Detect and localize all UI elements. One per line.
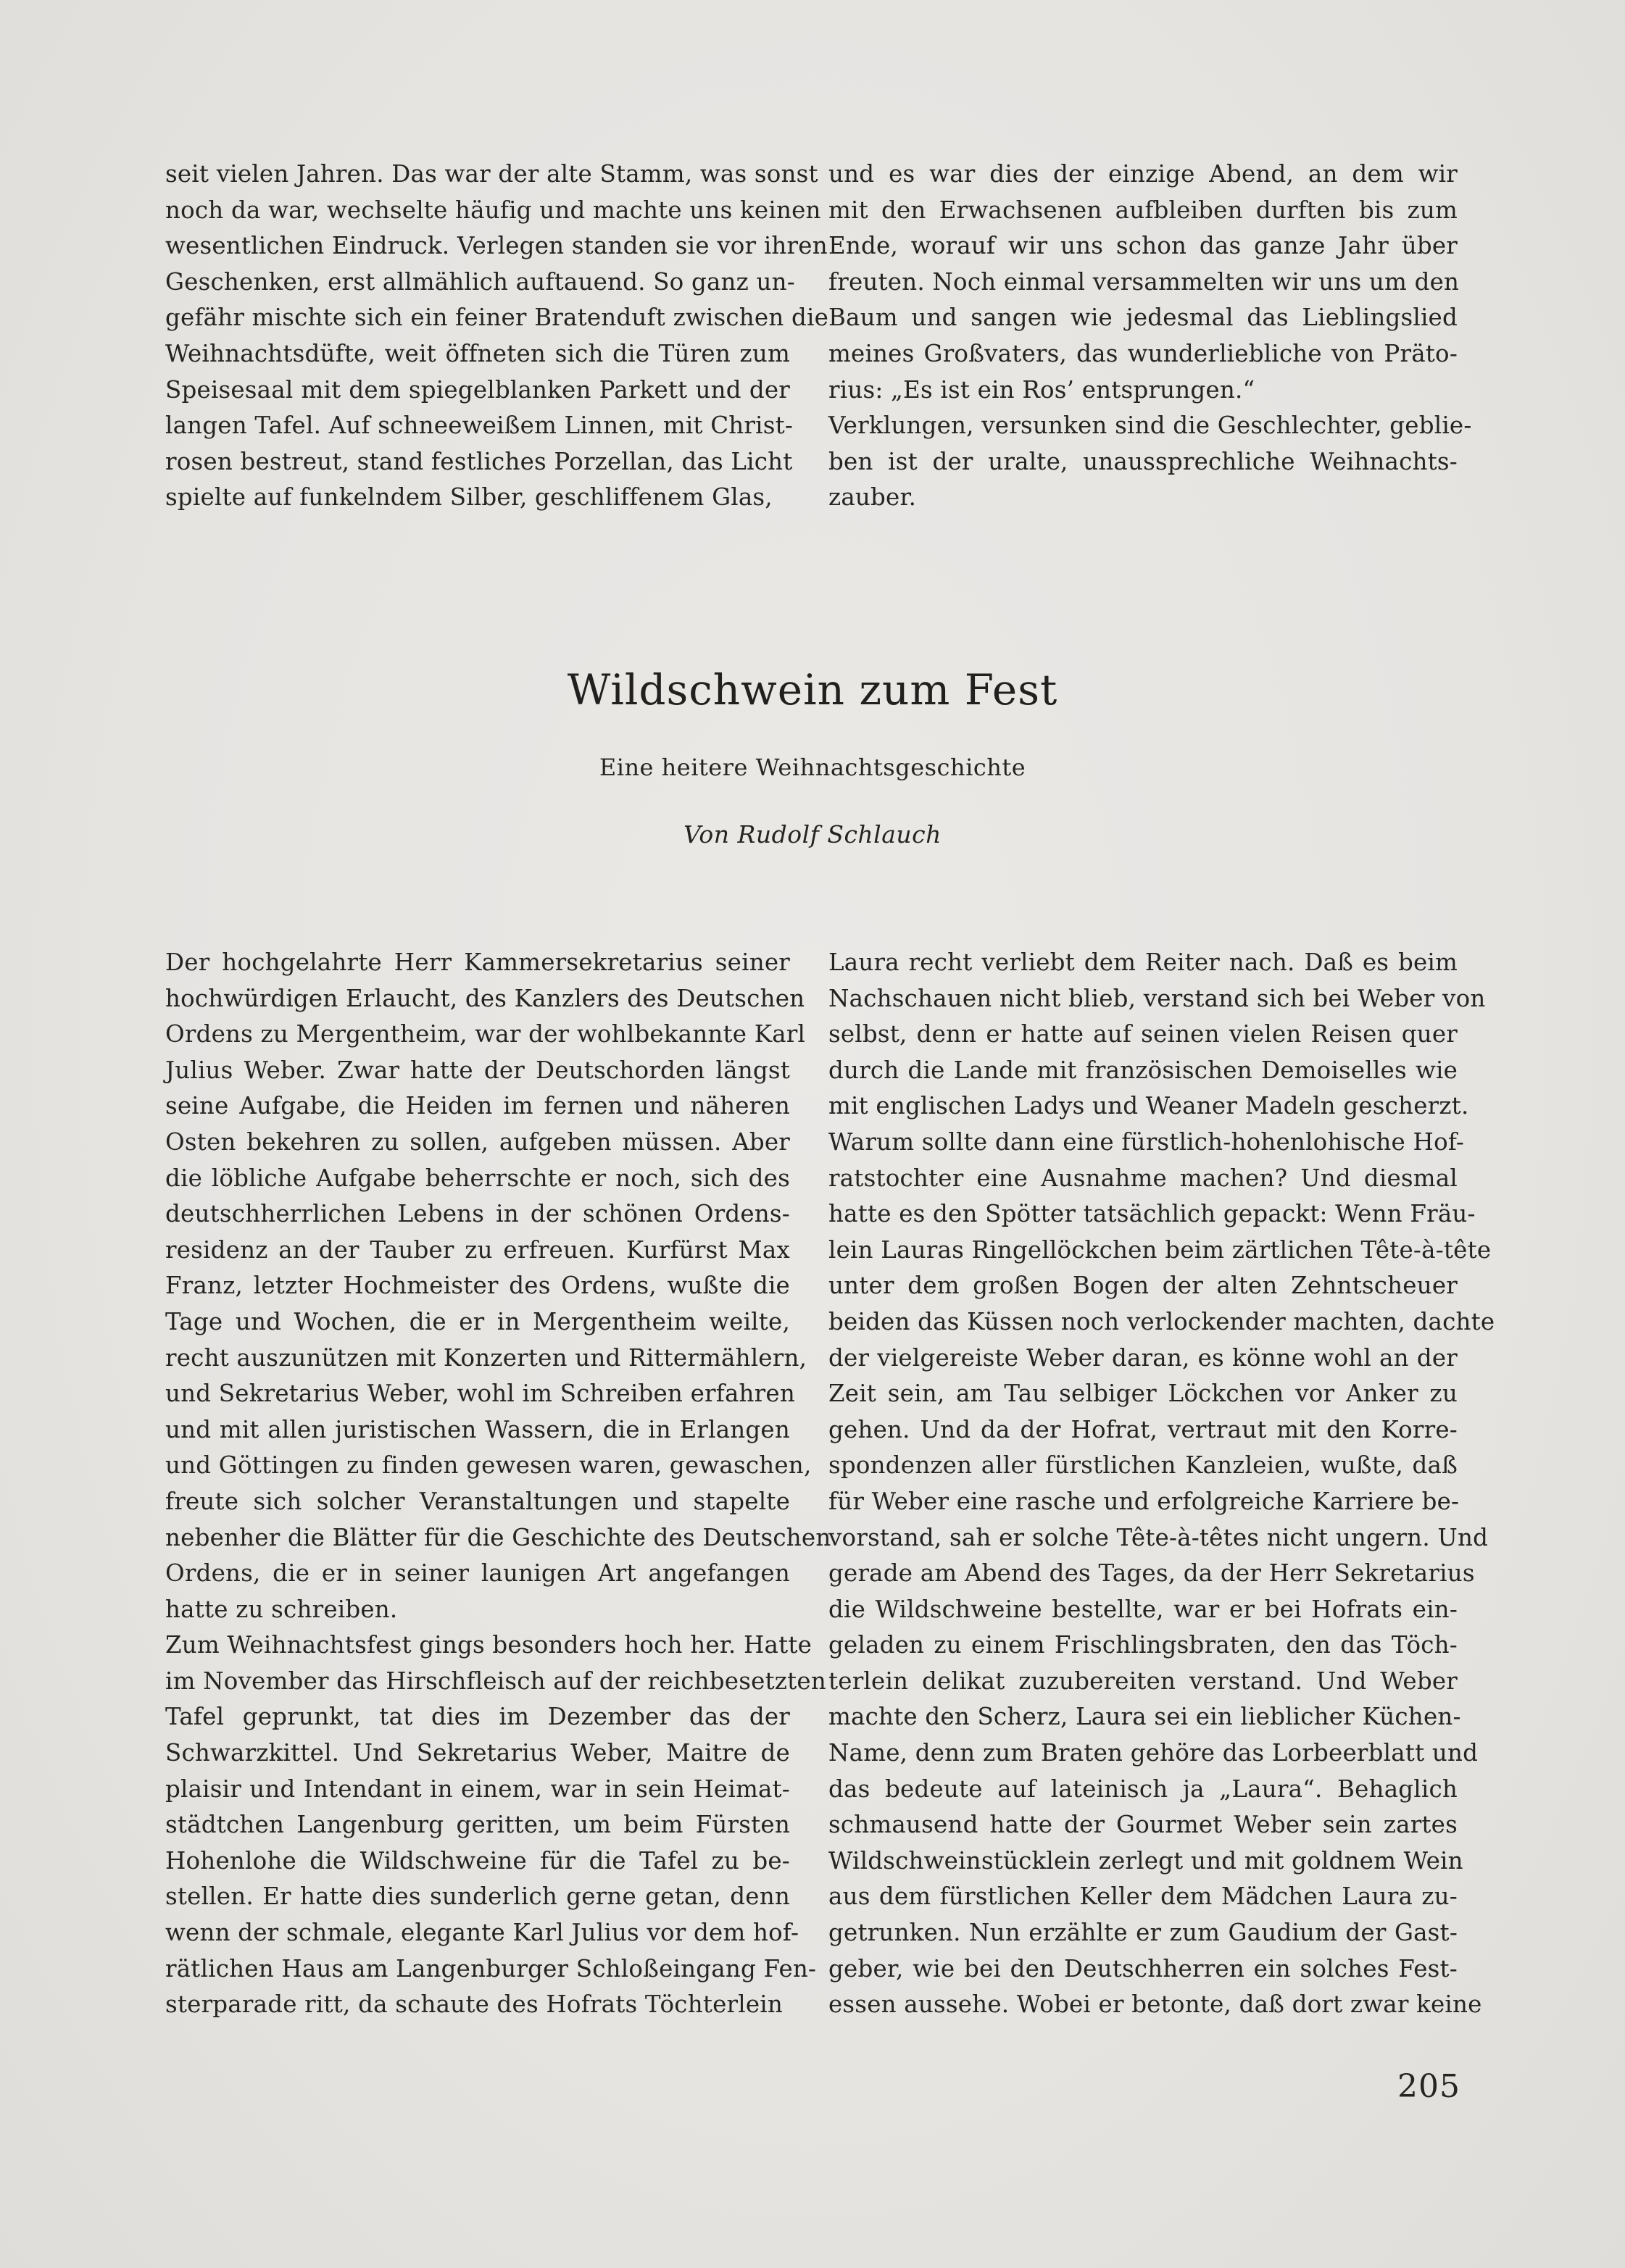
text-line: Verklungen, versunken sind die Geschlechter, geblie- xyxy=(828,412,1472,440)
text-line: unter dem großen Bogen der alten Zehntscheuer xyxy=(828,1272,1458,1300)
text-line: Speisesaal mit dem spiegelblanken Parkett und der xyxy=(165,375,790,404)
text-line: ben ist der uralte, unaussprechliche Weihnachts- xyxy=(828,447,1458,475)
top-left-column xyxy=(165,157,829,516)
text-line: Tage und Wochen, die er in Mergentheim weilte, xyxy=(165,1307,790,1335)
text-line: Weihnachtsdüfte, weit öffneten sich die Türen zum xyxy=(165,339,790,367)
text-line: und es war dies der einzige Abend, an dem wir xyxy=(828,160,1458,188)
text-line: freute sich solcher Veranstaltungen und stapelte xyxy=(165,1487,790,1515)
text-line: hatte es den Spötter tatsächlich gepackt: Wenn Fräu- xyxy=(828,1200,1476,1228)
text-line: gerade am Abend des Tages, da der Herr Sekretarius xyxy=(828,1559,1475,1588)
article-subtitle: Eine heitere Weihnachtsgeschichte xyxy=(599,754,1026,781)
text-line: rosen bestreut, stand festliches Porzellan, das Licht xyxy=(165,447,793,475)
text-line: Warum sollte dann eine fürstlich-hohenlohische Hof- xyxy=(828,1127,1465,1156)
text-line: Tafel geprunkt, tat dies im Dezember das der xyxy=(165,1703,790,1731)
text-line: Ordens, die er in seiner launigen Art angefangen xyxy=(165,1559,790,1588)
text-line: Julius Weber. Zwar hatte der Deutschorden längst xyxy=(165,1056,790,1084)
text-line: das bedeute auf lateinisch ja „Laura“. Behaglich xyxy=(828,1775,1458,1803)
text-line: Ende, worauf wir uns schon das ganze Jahr über xyxy=(828,232,1458,260)
text-line: hatte zu schreiben. xyxy=(165,1595,398,1623)
text-line: rätlichen Haus am Langenburger Schloßeingang Fen- xyxy=(165,1954,817,1983)
text-line: und Göttingen zu finden gewesen waren, gewaschen, xyxy=(165,1451,812,1480)
text-line: lein Lauras Ringellöckchen beim zärtlichen Tête-à-tête xyxy=(828,1235,1492,1264)
text-line: Franz, letzter Hochmeister des Ordens, wußte die xyxy=(165,1272,790,1300)
text-line: Baum und sangen wie jedesmal das Lieblingslied xyxy=(828,304,1458,332)
text-line: seine Aufgabe, die Heiden im fernen und näheren xyxy=(165,1092,790,1120)
text-line: noch da war, wechselte häufig und machte uns keinen xyxy=(165,196,821,224)
text-line: Hohenlohe die Wildschweine für die Tafel zu be- xyxy=(165,1846,790,1875)
text-line: deutschherrlichen Lebens in der schönen Ordens- xyxy=(165,1200,790,1228)
text-line: Nachschauen nicht blieb, verstand sich bei Weber von xyxy=(828,984,1486,1012)
text-line: wesentlichen Eindruck. Verlegen standen sie vor ihren xyxy=(165,232,828,260)
text-line: für Weber eine rasche und erfolgreiche Karriere be- xyxy=(828,1487,1460,1515)
text-line: mit englischen Ladys und Weaner Madeln gescherzt. xyxy=(828,1092,1469,1120)
text-line: im November das Hirschfleisch auf der reichbesetzten xyxy=(165,1667,826,1695)
text-line: der vielgereiste Weber daran, es könne wohl an der xyxy=(828,1343,1458,1372)
text-line: meines Großvaters, das wunderliebliche von Präto- xyxy=(828,339,1458,367)
text-line: langen Tafel. Auf schneeweißem Linnen, mit Christ- xyxy=(165,412,794,440)
text-line: beiden das Küssen noch verlockender machten, dachte xyxy=(828,1307,1495,1335)
text-line: Der hochgelahrte Herr Kammersekretarius seiner xyxy=(165,949,790,976)
text-line: essen aussehe. Wobei er betonte, daß dort zwar keine xyxy=(828,1990,1482,2019)
text-line: Ordens zu Mergentheim, war der wohlbekannte Karl xyxy=(165,1020,806,1048)
article-title: Wildschwein zum Fest xyxy=(567,665,1058,714)
text-line: Name, denn zum Braten gehöre das Lorbeerblatt und xyxy=(828,1739,1479,1767)
text-line: vorstand, sah er solche Tête-à-têtes nicht ungern. Und xyxy=(828,1523,1489,1551)
text-line: sterparade ritt, da schaute des Hofrats Töchterlein xyxy=(165,1990,784,2019)
text-line: freuten. Noch einmal versammelten wir uns um den xyxy=(828,267,1460,296)
text-line: zauber. xyxy=(828,483,917,512)
article-author: Von Rudolf Schlauch xyxy=(683,820,942,849)
text-line: schmausend hatte der Gourmet Weber sein zartes xyxy=(828,1811,1458,1839)
text-line: und mit allen juristischen Wassern, die in Erlangen xyxy=(165,1415,790,1443)
text-line: plaisir und Intendant in einem, war in sein Heimat- xyxy=(165,1775,790,1803)
text-line: Geschenken, erst allmählich auftauend. So ganz un- xyxy=(165,267,795,296)
text-line: stellen. Er hatte dies sunderlich gerne getan, denn xyxy=(165,1883,790,1911)
text-line: ratstochter eine Ausnahme machen? Und diesmal xyxy=(828,1164,1458,1192)
text-line: durch die Lande mit französischen Demoiselles wie xyxy=(828,1056,1458,1084)
text-line: seit vielen Jahren. Das war der alte Stamm, was sonst xyxy=(165,160,818,188)
text-line: hochwürdigen Erlaucht, des Kanzlers des Deutschen xyxy=(165,984,805,1012)
text-line: die Wildschweine bestellte, war er bei Hofrats ein- xyxy=(828,1595,1458,1623)
text-line: Laura recht verliebt dem Reiter nach. Daß es beim xyxy=(828,949,1458,976)
text-line: Osten bekehren zu sollen, aufgeben müssen. Aber xyxy=(165,1127,790,1156)
text-line: Zum Weihnachtsfest gings besonders hoch her. Hatte xyxy=(165,1631,812,1659)
text-line: geber, wie bei den Deutschherren ein solches Fest- xyxy=(828,1954,1458,1983)
text-line: wenn der schmale, elegante Karl Julius vor dem hof- xyxy=(165,1919,799,1947)
text-line: aus dem fürstlichen Keller dem Mädchen Laura zu- xyxy=(828,1883,1458,1911)
text-line: Schwarzkittel. Und Sekretarius Weber, Maitre de xyxy=(165,1739,790,1767)
text-line: recht auszunützen mit Konzerten und Rittermählern, xyxy=(165,1343,807,1372)
text-line: gehen. Und da der Hofrat, vertraut mit den Korre- xyxy=(828,1415,1458,1443)
text-line: und Sekretarius Weber, wohl im Schreiben erfahren xyxy=(165,1380,795,1408)
text-line: Zeit sein, am Tau selbiger Löckchen vor Anker zu xyxy=(828,1380,1458,1408)
text-line: residenz an der Tauber zu erfreuen. Kurfürst Max xyxy=(165,1235,790,1264)
text-line: Wildschweinstücklein zerlegt und mit goldnem Wein xyxy=(828,1846,1463,1875)
main-right-column xyxy=(828,945,1495,2023)
text-line: städtchen Langenburg geritten, um beim Fürsten xyxy=(165,1811,790,1839)
text-line: selbst, denn er hatte auf seinen vielen Reisen quer xyxy=(828,1020,1458,1048)
text-line: machte den Scherz, Laura sei ein lieblicher Küchen- xyxy=(828,1703,1461,1731)
text-line: die löbliche Aufgabe beherrschte er noch, sich des xyxy=(165,1164,790,1192)
text-line: gefähr mischte sich ein feiner Bratenduft zwischen die xyxy=(165,304,829,332)
text-line: geladen zu einem Frischlingsbraten, den das Töch- xyxy=(828,1631,1458,1659)
text-line: nebenher die Blätter für die Geschichte des Deutschen xyxy=(165,1523,831,1551)
text-line: rius: „Es ist ein Ros’ entsprungen.“ xyxy=(828,375,1255,404)
page-number: 205 xyxy=(1397,2068,1460,2105)
main-left-column xyxy=(165,945,831,2023)
text-line: spondenzen aller fürstlichen Kanzleien, wußte, daß xyxy=(828,1451,1458,1480)
text-line: mit den Erwachsenen aufbleiben durften bis zum xyxy=(828,196,1458,224)
top-right-column xyxy=(828,157,1472,516)
text-line: getrunken. Nun erzählte er zum Gaudium der Gast- xyxy=(828,1919,1458,1947)
text-line: terlein delikat zuzubereiten verstand. Und Weber xyxy=(828,1667,1458,1695)
text-line: spielte auf funkelndem Silber, geschliffenem Glas, xyxy=(165,483,773,512)
